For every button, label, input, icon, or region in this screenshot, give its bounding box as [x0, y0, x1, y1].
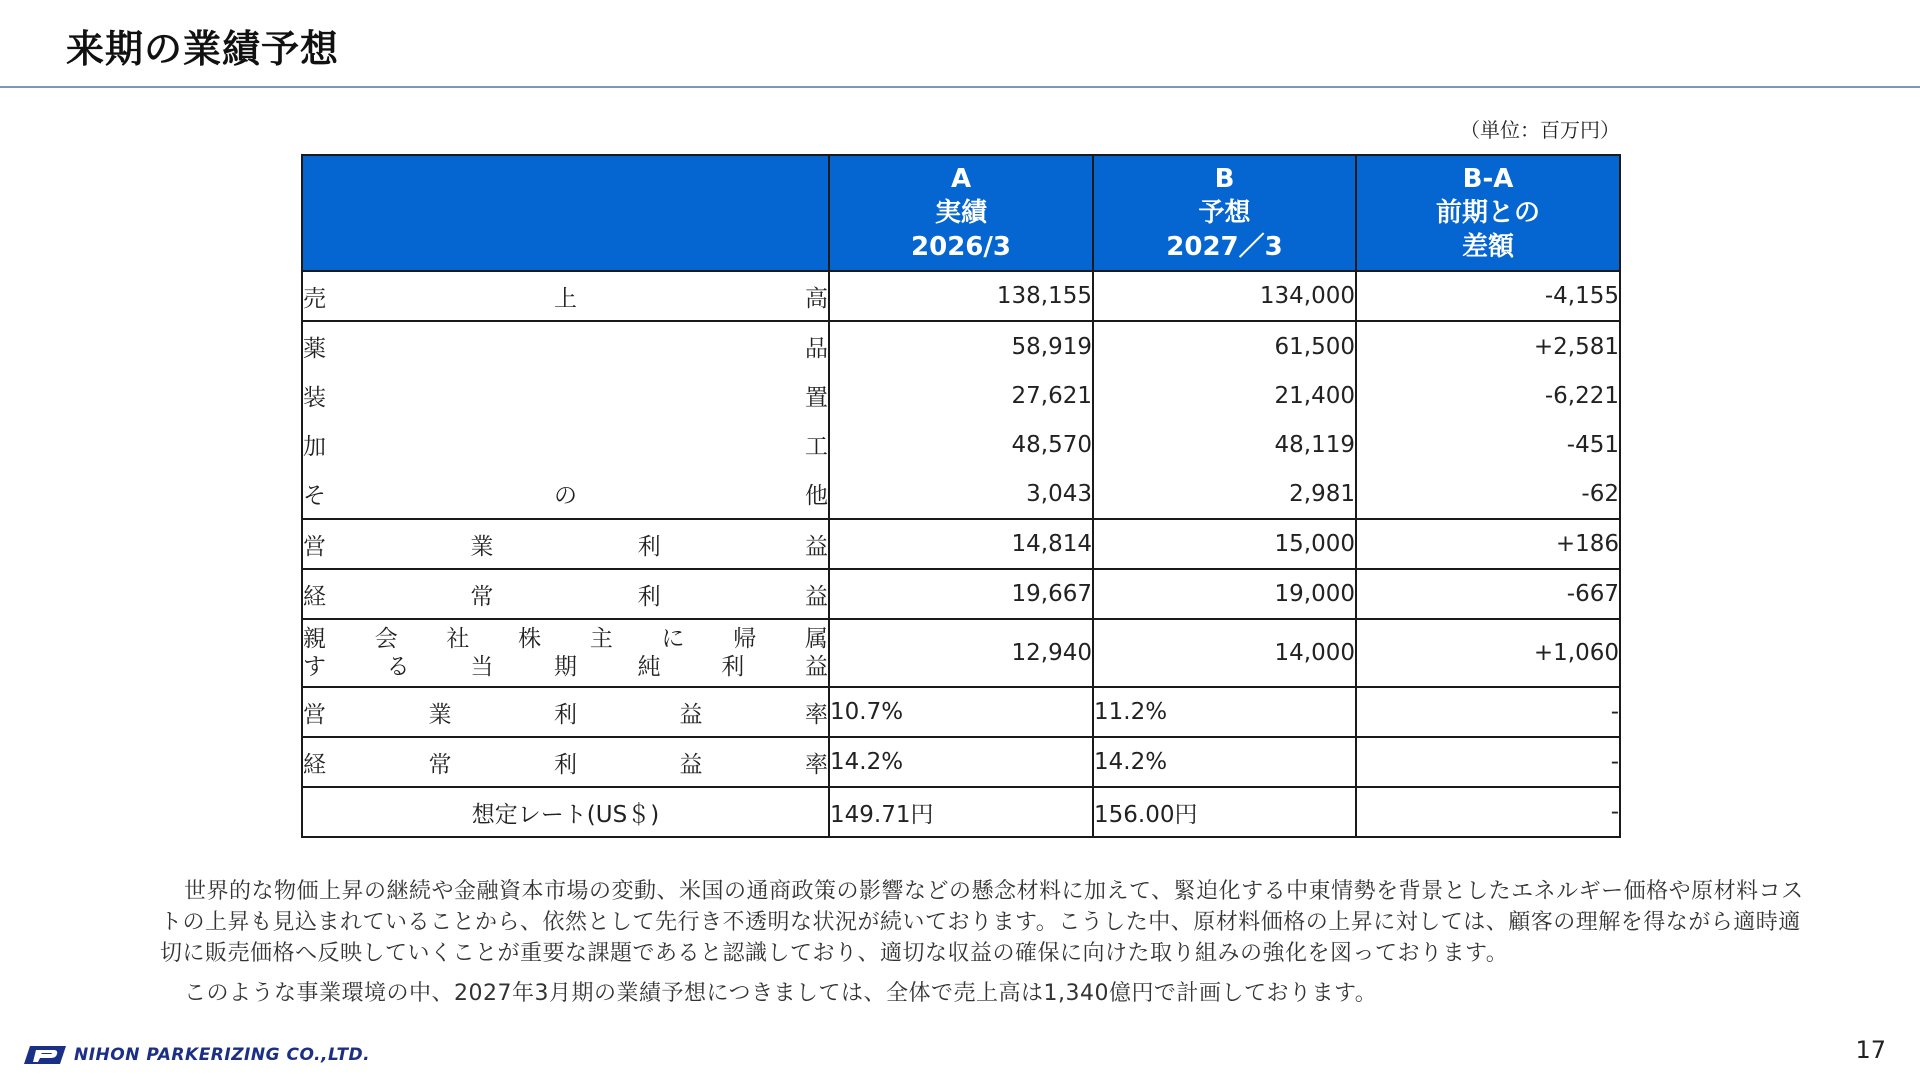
- row-label: [302, 569, 829, 619]
- value-difference: +1,060: [1356, 619, 1620, 687]
- label-char: 益: [679, 701, 703, 728]
- forecast-table: [301, 154, 1621, 838]
- header-actual-label: 実績: [934, 198, 987, 228]
- label-char: 利: [554, 751, 577, 778]
- summary-paragraph: このような事業環境の中、2027年3月期の業績予想につきましては、全体で売上高は1,340億円で計画しております。: [184, 981, 1378, 1006]
- table-row-net-income: [302, 619, 1620, 687]
- table-row-ordinary-margin: [302, 737, 1620, 787]
- label-char: 品: [805, 336, 828, 362]
- label-char: 率: [805, 701, 828, 728]
- label-char: 当: [470, 654, 494, 680]
- value-forecast: 21,400: [1093, 371, 1356, 420]
- table-row-ordinary-income: [302, 569, 1620, 619]
- header-difference: [1356, 155, 1620, 271]
- page-title: 来期の業績予想: [66, 27, 340, 71]
- label-char: 利: [554, 701, 577, 728]
- value-actual: 48,570: [829, 420, 1093, 469]
- value-actual: 14.2%: [829, 737, 1093, 787]
- label-char: 常: [470, 583, 494, 610]
- label-char: 営: [303, 701, 326, 728]
- table-row-processing: [302, 420, 1620, 469]
- company-name: NIHON PARKERIZING CO.,LTD.: [74, 1045, 371, 1065]
- table-row-sales: [302, 271, 1620, 321]
- row-label: [302, 687, 829, 737]
- value-forecast: 48,119: [1093, 420, 1356, 469]
- label-char: す: [303, 654, 326, 680]
- header-difference-label2: 差額: [1461, 232, 1514, 262]
- row-label: [302, 619, 829, 687]
- value-forecast: 14,000: [1093, 619, 1356, 687]
- value-forecast: 61,500: [1093, 321, 1356, 371]
- row-label: [302, 271, 829, 321]
- label-char: 経: [303, 751, 326, 778]
- label-char: 加: [303, 434, 326, 460]
- value-actual: 10.7%: [829, 687, 1093, 737]
- logo-mark-icon: [20, 1044, 70, 1066]
- label-char: 売: [303, 285, 326, 312]
- row-label: [302, 420, 829, 469]
- header-difference-label: 前期との: [1435, 198, 1540, 228]
- table-row-operating-margin: [302, 687, 1620, 737]
- table-row-equipment: [302, 371, 1620, 420]
- label-char: 営: [303, 533, 326, 560]
- value-forecast: 156.00円: [1093, 787, 1356, 837]
- header-forecast: [1093, 155, 1356, 271]
- value-difference: -6,221: [1356, 371, 1620, 420]
- label-char: 業: [428, 701, 452, 728]
- label-char: 純: [637, 654, 661, 680]
- label-char: 期: [553, 654, 577, 680]
- header-actual: [829, 155, 1093, 271]
- header-actual-letter: A: [950, 164, 972, 194]
- label-char: 利: [637, 533, 661, 560]
- value-actual: 14,814: [829, 519, 1093, 569]
- table-header-row: [302, 155, 1620, 271]
- header-forecast-letter: B: [1214, 164, 1235, 194]
- label-char: 率: [805, 751, 828, 778]
- value-forecast: 19,000: [1093, 569, 1356, 619]
- header-actual-period: 2026/3: [911, 232, 1011, 262]
- title-divider: [0, 86, 1920, 88]
- label-char: 社: [446, 626, 470, 652]
- page-number: 17: [1855, 1036, 1886, 1064]
- value-actual: 12,940: [829, 619, 1093, 687]
- row-label: [302, 371, 829, 420]
- label-char: 会: [374, 626, 398, 652]
- table-row-operating-income: [302, 519, 1620, 569]
- value-actual: 19,667: [829, 569, 1093, 619]
- header-forecast-label: 予想: [1198, 198, 1251, 228]
- value-difference: -667: [1356, 569, 1620, 619]
- value-actual: 138,155: [829, 271, 1093, 321]
- label-char: 常: [428, 751, 452, 778]
- value-actual: 27,621: [829, 371, 1093, 420]
- unit-note: （単位：百万円）: [1460, 118, 1620, 142]
- label-char: 置: [805, 385, 828, 411]
- label-char: 他: [805, 483, 828, 509]
- label-char: 益: [679, 751, 703, 778]
- value-difference: -4,155: [1356, 271, 1620, 321]
- value-forecast: 2,981: [1093, 469, 1356, 519]
- table-row-fx-rate: [302, 787, 1620, 837]
- value-difference: -: [1356, 687, 1620, 737]
- commentary-paragraph: 世界的な物価上昇の継続や金融資本市場の変動、米国の通商政策の影響などの懸念材料に加えて、緊迫化する中東情勢を背景としたエネルギー価格や原材料コストの上昇も見込まれていることから、依然として先行き不透明な状況が続いております。こうした中、原材料価格の上昇に対しては、顧客の理解を得ながら適時適切に販売価格へ反映していくことが重要な課題であると認識しており、適切な収益の確保に向けた取り組みの強化を図っております。: [160, 879, 1804, 966]
- value-actual: 3,043: [829, 469, 1093, 519]
- table-row-chemicals: [302, 321, 1620, 371]
- header-difference-letter: B-A: [1462, 164, 1514, 194]
- label-char: の: [554, 483, 577, 509]
- label-char: 薬: [303, 336, 326, 362]
- value-difference: -62: [1356, 469, 1620, 519]
- label-char: 株: [518, 626, 542, 652]
- label-char: 主: [589, 626, 613, 652]
- label-char: 親: [303, 626, 326, 652]
- row-label: [302, 469, 829, 519]
- label-char: に: [661, 626, 685, 652]
- value-difference: -: [1356, 737, 1620, 787]
- label-char: 利: [637, 583, 661, 610]
- value-difference: +186: [1356, 519, 1620, 569]
- row-label: 想定レート(US＄): [302, 787, 829, 837]
- table-row-other: [302, 469, 1620, 519]
- label-char: 工: [805, 434, 828, 460]
- header-forecast-period: 2027／3: [1166, 232, 1283, 262]
- value-forecast: 15,000: [1093, 519, 1356, 569]
- label-char: そ: [303, 483, 326, 509]
- label-char: 高: [805, 285, 828, 312]
- label-char: 経: [303, 583, 326, 610]
- value-difference: +2,581: [1356, 321, 1620, 371]
- value-forecast: 14.2%: [1093, 737, 1356, 787]
- value-forecast: 11.2%: [1093, 687, 1356, 737]
- value-actual: 58,919: [829, 321, 1093, 371]
- row-label: [302, 737, 829, 787]
- header-blank: [302, 155, 829, 271]
- value-difference: -451: [1356, 420, 1620, 469]
- label-char: 益: [804, 654, 828, 680]
- row-label: [302, 321, 829, 371]
- label-char: 上: [554, 285, 577, 312]
- label-char: 帰: [733, 626, 757, 652]
- label-char: 業: [470, 533, 494, 560]
- label-char: る: [386, 654, 410, 680]
- label-char: 益: [804, 583, 828, 610]
- company-logo: [20, 1044, 370, 1066]
- label-char: 属: [804, 626, 828, 652]
- label-char: 装: [303, 385, 326, 411]
- value-forecast: 134,000: [1093, 271, 1356, 321]
- row-label: [302, 519, 829, 569]
- label-char: 利: [721, 654, 745, 680]
- label-char: 益: [804, 533, 828, 560]
- value-difference: -: [1356, 787, 1620, 837]
- value-actual: 149.71円: [829, 787, 1093, 837]
